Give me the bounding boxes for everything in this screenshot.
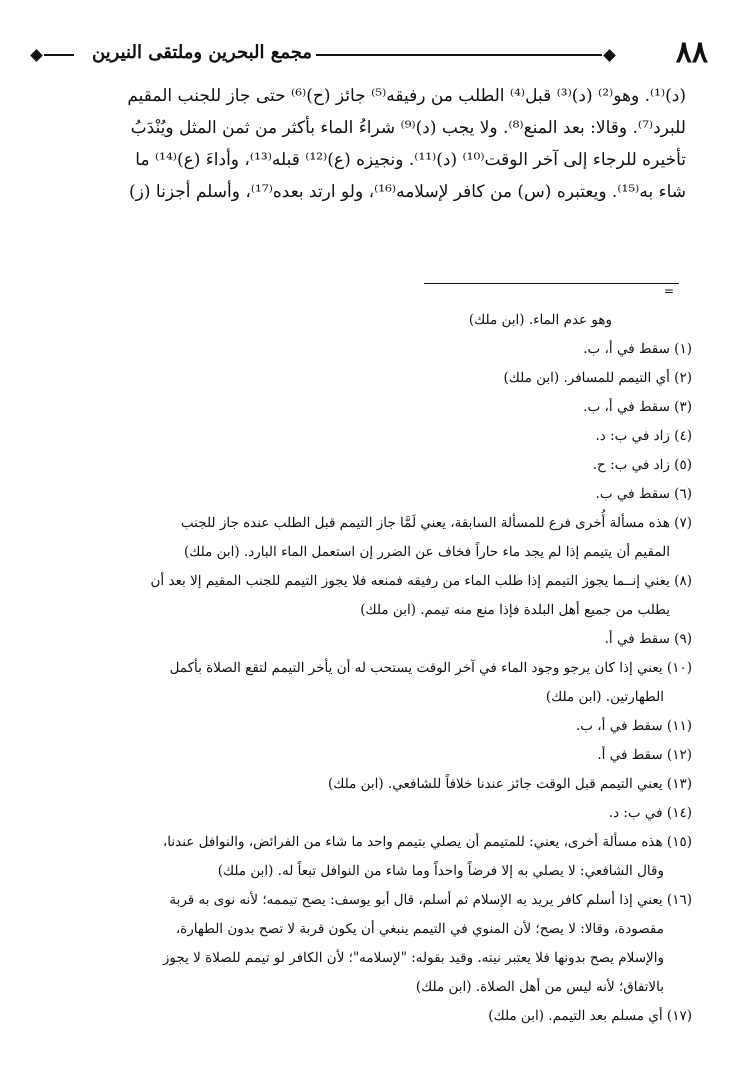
footnote: (١) سقط في أ، ب. — [583, 341, 692, 357]
header-rule — [316, 54, 602, 56]
text-line: للبرد⁽⁷⁾. وقالا: بعد المنع⁽⁸⁾. ولا يجب (د)⁽⁹⁾ شراءُ الماء بأكثر من ثمن المثل ويُنْدَبُ — [130, 118, 686, 138]
footnote: (١٦) يعني إذا أسلم كافر يريد به الإسلام ثم أسلم، قال أبو يوسف: يصح تيممه؛ لأنه نوى به قربة — [169, 892, 692, 908]
footnote: (٢) أي التيمم للمسافر. (ابن ملك) — [503, 370, 692, 386]
running-title: مجمع البحرين وملتقى النيرين — [91, 42, 313, 63]
footnote: يطلب من جميع أهل البلدة فإذا منع منه تيمم. (ابن ملك) — [360, 602, 670, 618]
header-rule — [44, 54, 74, 56]
footnote: (٦) سقط في ب. — [595, 486, 692, 502]
text-line: شاء به⁽¹⁵⁾. ويعتبره (س) من كافر لإسلامه⁽¹⁶⁾، ولو ارتد بعده⁽¹⁷⁾، وأسلم أجزنا (ز) — [129, 182, 686, 202]
main-text — [64, 80, 686, 208]
footnote: الطهارتين. (ابن ملك) — [545, 689, 664, 705]
footnote: (١٤) في ب: د. — [608, 805, 692, 821]
footnote: (٣) سقط في أ، ب. — [583, 399, 692, 415]
text-line: (د)⁽¹⁾. وهو⁽²⁾ (د)⁽³⁾ قبل⁽⁴⁾ الطلب من رفيقه⁽⁵⁾ جائز (ح)⁽⁶⁾ حتى جاز للجنب المقيم — [127, 86, 686, 106]
diamond-ornament-icon — [603, 49, 616, 62]
footnotes — [60, 306, 692, 1031]
footnote: (١٥) هذه مسألة أخرى، يعني: للمتيمم أن يصلي بتيمم واحد ما شاء من الفرائض، والنوافل عندنا، — [162, 834, 692, 850]
footnote: (٧) هذه مسألة أُخرى فرع للمسألة السابقة، يعني لَمَّا جاز التيمم قبل الطلب عنده جاز للجنب — [180, 515, 692, 531]
footnote: (١١) سقط في أ، ب. — [576, 718, 692, 734]
footnote: بالاتفاق؛ لأنه ليس من أهل الصلاة. (ابن ملك) — [415, 979, 664, 995]
footnote: (١٢) سقط في أ. — [597, 747, 692, 763]
page-number: ٨٨ — [675, 35, 708, 70]
footnote: (٨) يعني إنــما يجوز التيمم إذا طلب الماء من رفيقه فمنعه فلا يجوز التيمم للجنب المقيم إلا بعد أن — [150, 573, 692, 589]
footnote-continuation-mark: = — [664, 284, 675, 298]
footnote: (١٣) يعني التيمم قبل الوقت جائز عندنا خلافاً للشافعي. (ابن ملك) — [327, 776, 692, 792]
footnote: (٥) زاد في ب: ح. — [592, 457, 692, 473]
footnote: وهو عدم الماء. (ابن ملك) — [468, 312, 612, 328]
footnote: المقيم أن يتيمم إذا لم يجد ماء حاراً فخاف عن الضرر إن استعمل الماء البارد. (ابن ملك) — [183, 544, 670, 560]
footnote: مقصودة، وقالا: لا يصح؛ لأن المنوي في التيمم ينبغي أن يكون قربة لا تصح بدون الطهارة، — [175, 921, 664, 937]
text-line: تأخيره للرجاء إلى آخر الوقت⁽¹⁰⁾ (د)⁽¹¹⁾. ونجيزه (ع)⁽¹²⁾ قبله⁽¹³⁾، وأداءَ (ع)⁽¹⁴⁾ ما — [135, 150, 686, 170]
footnote: وقال الشافعي: لا يصلي به إلا فرضاً واحداً وما شاء من النوافل تبعاً له. (ابن ملك) — [217, 863, 664, 879]
footnote: والإسلام يصح بدونها فلا يعتبر نيته. وقيد بقوله: "لإسلامه"؛ لأن الكافر لو تيمم للصلاة لا يجوز — [162, 950, 664, 966]
footnote: (٤) زاد في ب: د. — [595, 428, 692, 444]
footnote: (٩) سقط في أ. — [604, 631, 692, 647]
footnote-separator — [424, 283, 679, 284]
footnote: (١٧) أي مسلم بعد التيمم. (ابن ملك) — [488, 1008, 692, 1024]
page-header — [30, 36, 720, 76]
footnote: (١٠) يعني إذا كان يرجو وجود الماء في آخر الوقت يستحب له أن يأخر التيمم لتقع الصلاة بأكمل — [169, 660, 692, 676]
diamond-ornament-icon — [30, 49, 43, 62]
